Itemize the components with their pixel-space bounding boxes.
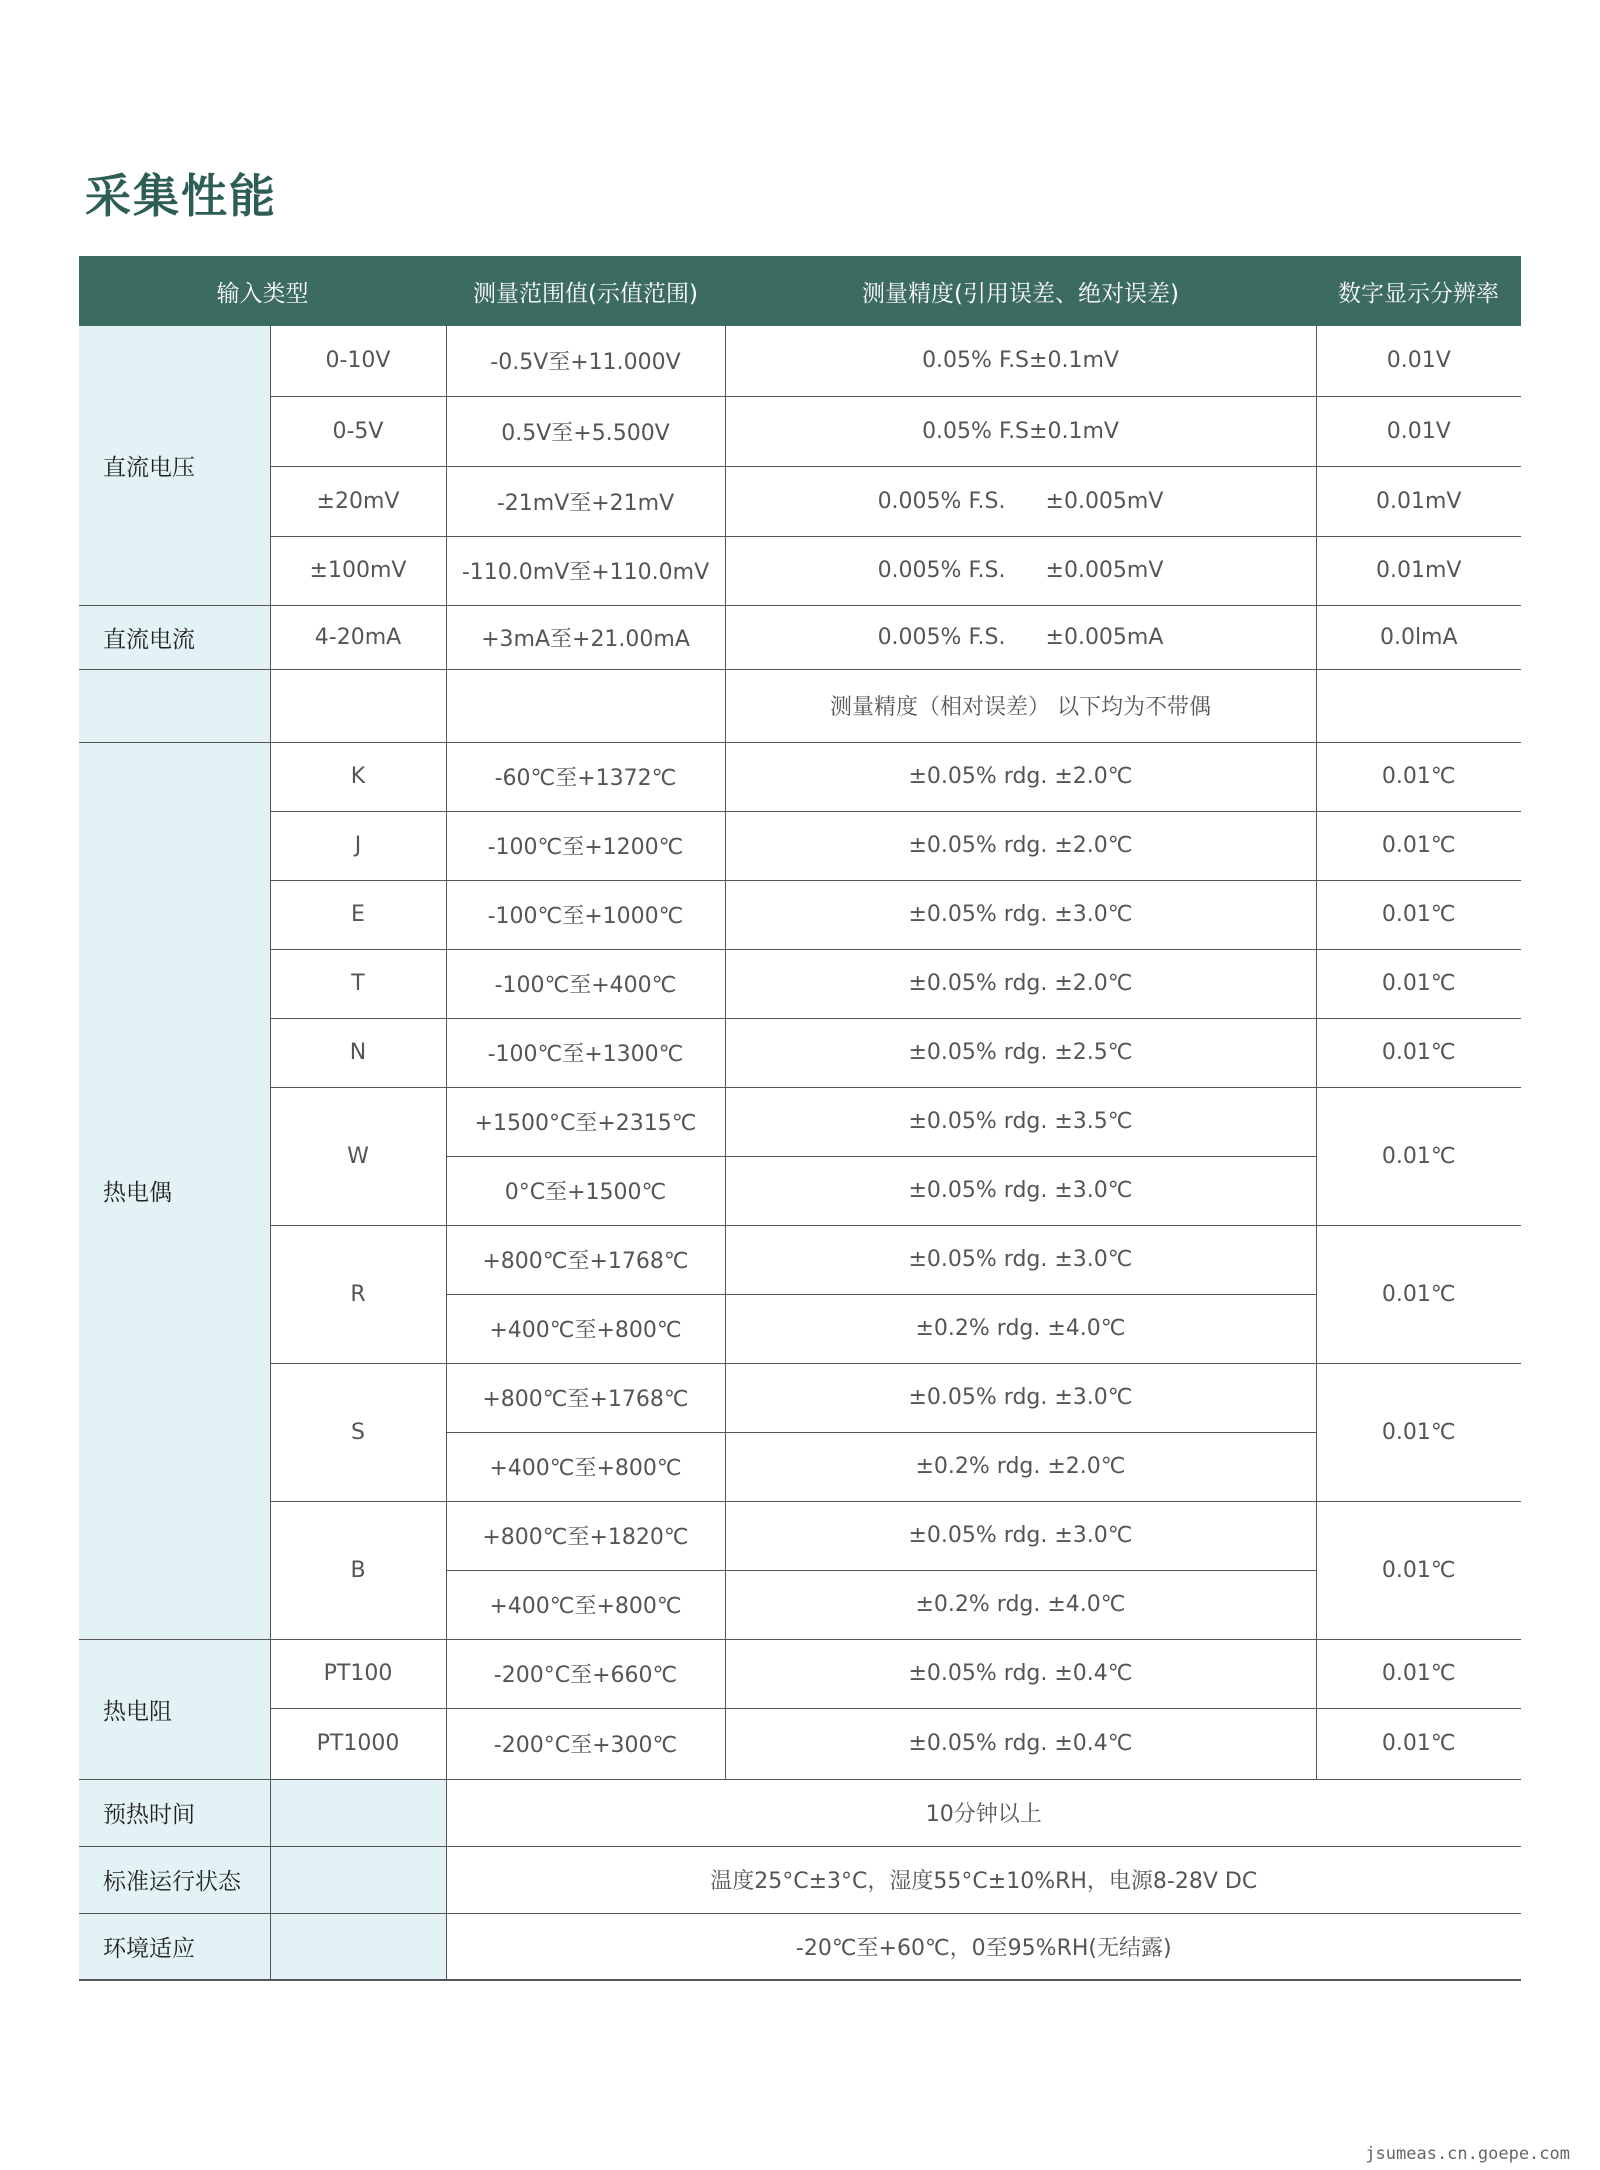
resolution-cell: 0.01mV (1316, 536, 1521, 605)
empty-cell (1316, 669, 1521, 742)
table-row (79, 1913, 1521, 1980)
resolution-cell: 0.01V (1316, 396, 1521, 466)
table-row (79, 605, 1521, 669)
range-cell: +400℃至+800℃ (446, 1570, 725, 1639)
range-cell: -200°C至+300℃ (446, 1708, 725, 1779)
resolution-cell: 0.01mV (1316, 466, 1521, 536)
accuracy-cell: ±0.05% rdg. ±3.0℃ (725, 1363, 1316, 1432)
accuracy-absolute: ±0.005mV (1045, 558, 1164, 583)
resolution-cell: 0.01℃ (1316, 1708, 1521, 1779)
input-type-cell: ±100mV (270, 536, 446, 605)
accuracy-cell: ±0.05% rdg. ±3.0℃ (725, 1225, 1316, 1294)
table-row (79, 1846, 1521, 1913)
input-type-cell: 0-10V (270, 326, 446, 396)
accuracy-cell: ±0.05% rdg. ±2.5℃ (725, 1018, 1316, 1087)
input-type-cell: 0-5V (270, 396, 446, 466)
category-dc-voltage: 直流电压 (79, 326, 270, 605)
resolution-cell: 0.01℃ (1316, 1087, 1521, 1225)
table-row (79, 669, 1521, 742)
empty-cell (270, 1779, 446, 1846)
input-type-cell: PT100 (270, 1639, 446, 1708)
table-row (79, 1363, 1521, 1432)
accuracy-cell (725, 605, 1316, 669)
spec-table (79, 256, 1521, 1981)
accuracy-absolute: ±0.005mA (1045, 624, 1164, 650)
input-type-cell: 4-20mA (270, 605, 446, 669)
table-row (79, 466, 1521, 536)
range-cell: -21mV至+21mV (446, 466, 725, 536)
input-type-cell: B (270, 1501, 446, 1639)
table-row (79, 1018, 1521, 1087)
input-type-cell: W (270, 1087, 446, 1225)
range-cell: +400℃至+800℃ (446, 1432, 725, 1501)
range-cell: 0.5V至+5.500V (446, 396, 725, 466)
table-row (79, 949, 1521, 1018)
table-row (79, 880, 1521, 949)
input-type-cell: E (270, 880, 446, 949)
accuracy-relative: 0.005% F.S. (877, 624, 1006, 650)
accuracy-relative: 0.005% F.S. (877, 488, 1006, 514)
warmup-value-cell: 10分钟以上 (446, 1779, 1521, 1846)
category-rtd: 热电阻 (79, 1639, 270, 1779)
resolution-cell: 0.01℃ (1316, 1225, 1521, 1363)
resolution-cell: 0.01℃ (1316, 811, 1521, 880)
note-cell: 测量精度（相对误差） 以下均为不带偶 (725, 669, 1316, 742)
accuracy-cell: 0.05% F.S±0.1mV (725, 326, 1316, 396)
table-row (79, 811, 1521, 880)
accuracy-cell: ±0.05% rdg. ±3.0℃ (725, 1501, 1316, 1570)
resolution-cell: 0.01℃ (1316, 880, 1521, 949)
range-cell: -200°C至+660℃ (446, 1639, 725, 1708)
input-type-cell: R (270, 1225, 446, 1363)
accuracy-absolute: ±0.005mV (1045, 488, 1164, 514)
header-accuracy: 测量精度(引用误差、绝对误差) (725, 256, 1316, 326)
range-cell: +1500°C至+2315℃ (446, 1087, 725, 1156)
category-environment: 环境适应 (79, 1913, 270, 1980)
range-cell: +800℃至+1768℃ (446, 1363, 725, 1432)
table-row (79, 742, 1521, 811)
page-title: 采集性能 (85, 169, 277, 223)
range-cell: -100℃至+1200℃ (446, 811, 725, 880)
input-type-cell: ±20mV (270, 466, 446, 536)
accuracy-cell: 0.05% F.S±0.1mV (725, 396, 1316, 466)
range-cell: -60℃至+1372℃ (446, 742, 725, 811)
range-cell: +3mA至+21.00mA (446, 605, 725, 669)
header-range: 测量范围值(示值范围) (446, 256, 725, 326)
category-warmup: 预热时间 (79, 1779, 270, 1846)
table-row (79, 1087, 1521, 1156)
accuracy-cell (725, 536, 1316, 605)
range-cell: -100℃至+1300℃ (446, 1018, 725, 1087)
accuracy-cell: ±0.05% rdg. ±3.0℃ (725, 880, 1316, 949)
range-cell: -110.0mV至+110.0mV (446, 536, 725, 605)
range-cell: +400℃至+800℃ (446, 1294, 725, 1363)
empty-category-cell (79, 669, 270, 742)
header-input-type: 输入类型 (79, 256, 446, 326)
accuracy-cell: ±0.05% rdg. ±3.5℃ (725, 1087, 1316, 1156)
accuracy-cell: ±0.2% rdg. ±2.0℃ (725, 1432, 1316, 1501)
input-type-cell: J (270, 811, 446, 880)
range-cell: -100℃至+400℃ (446, 949, 725, 1018)
environment-value-cell: -20℃至+60℃，0至95%RH(无结露) (446, 1913, 1521, 1980)
table-row (79, 1639, 1521, 1708)
range-cell: +800℃至+1768℃ (446, 1225, 725, 1294)
standard-value-cell: 温度25°C±3°C，湿度55°C±10%RH，电源8-28V DC (446, 1846, 1521, 1913)
resolution-cell: 0.0lmA (1316, 605, 1521, 669)
table-row (79, 1708, 1521, 1779)
input-type-cell: K (270, 742, 446, 811)
resolution-cell: 0.01℃ (1316, 1018, 1521, 1087)
table-header-row (79, 256, 1521, 326)
accuracy-cell: ±0.2% rdg. ±4.0℃ (725, 1294, 1316, 1363)
empty-cell (270, 669, 446, 742)
table-row (79, 1501, 1521, 1570)
range-cell: -100℃至+1000℃ (446, 880, 725, 949)
resolution-cell: 0.01V (1316, 326, 1521, 396)
table-row (79, 536, 1521, 605)
table-row (79, 1225, 1521, 1294)
accuracy-cell: ±0.05% rdg. ±3.0℃ (725, 1156, 1316, 1225)
accuracy-cell: ±0.05% rdg. ±2.0℃ (725, 811, 1316, 880)
category-standard-condition: 标准运行状态 (79, 1846, 270, 1913)
resolution-cell: 0.01℃ (1316, 1501, 1521, 1639)
accuracy-relative: 0.005% F.S. (877, 558, 1006, 583)
range-cell: +800℃至+1820℃ (446, 1501, 725, 1570)
table-row (79, 1779, 1521, 1846)
resolution-cell: 0.01℃ (1316, 742, 1521, 811)
range-cell: 0°C至+1500℃ (446, 1156, 725, 1225)
category-dc-current: 直流电流 (79, 605, 270, 669)
range-cell: -0.5V至+11.000V (446, 326, 725, 396)
accuracy-cell: ±0.05% rdg. ±0.4℃ (725, 1708, 1316, 1779)
input-type-cell: S (270, 1363, 446, 1501)
empty-cell (270, 1846, 446, 1913)
empty-cell (270, 1913, 446, 1980)
input-type-cell: PT1000 (270, 1708, 446, 1779)
input-type-cell: N (270, 1018, 446, 1087)
table-row (79, 326, 1521, 396)
resolution-cell: 0.01℃ (1316, 949, 1521, 1018)
accuracy-cell: ±0.05% rdg. ±2.0℃ (725, 949, 1316, 1018)
resolution-cell: 0.01℃ (1316, 1639, 1521, 1708)
category-thermocouple: 热电偶 (79, 742, 270, 1639)
accuracy-cell: ±0.2% rdg. ±4.0℃ (725, 1570, 1316, 1639)
watermark: jsumeas.cn.goepe.com (1365, 2144, 1570, 2164)
table-row (79, 396, 1521, 466)
header-resolution: 数字显示分辨率 (1316, 256, 1521, 326)
accuracy-cell (725, 466, 1316, 536)
empty-cell (446, 669, 725, 742)
resolution-cell: 0.01℃ (1316, 1363, 1521, 1501)
accuracy-cell: ±0.05% rdg. ±0.4℃ (725, 1639, 1316, 1708)
input-type-cell: T (270, 949, 446, 1018)
accuracy-cell: ±0.05% rdg. ±2.0℃ (725, 742, 1316, 811)
